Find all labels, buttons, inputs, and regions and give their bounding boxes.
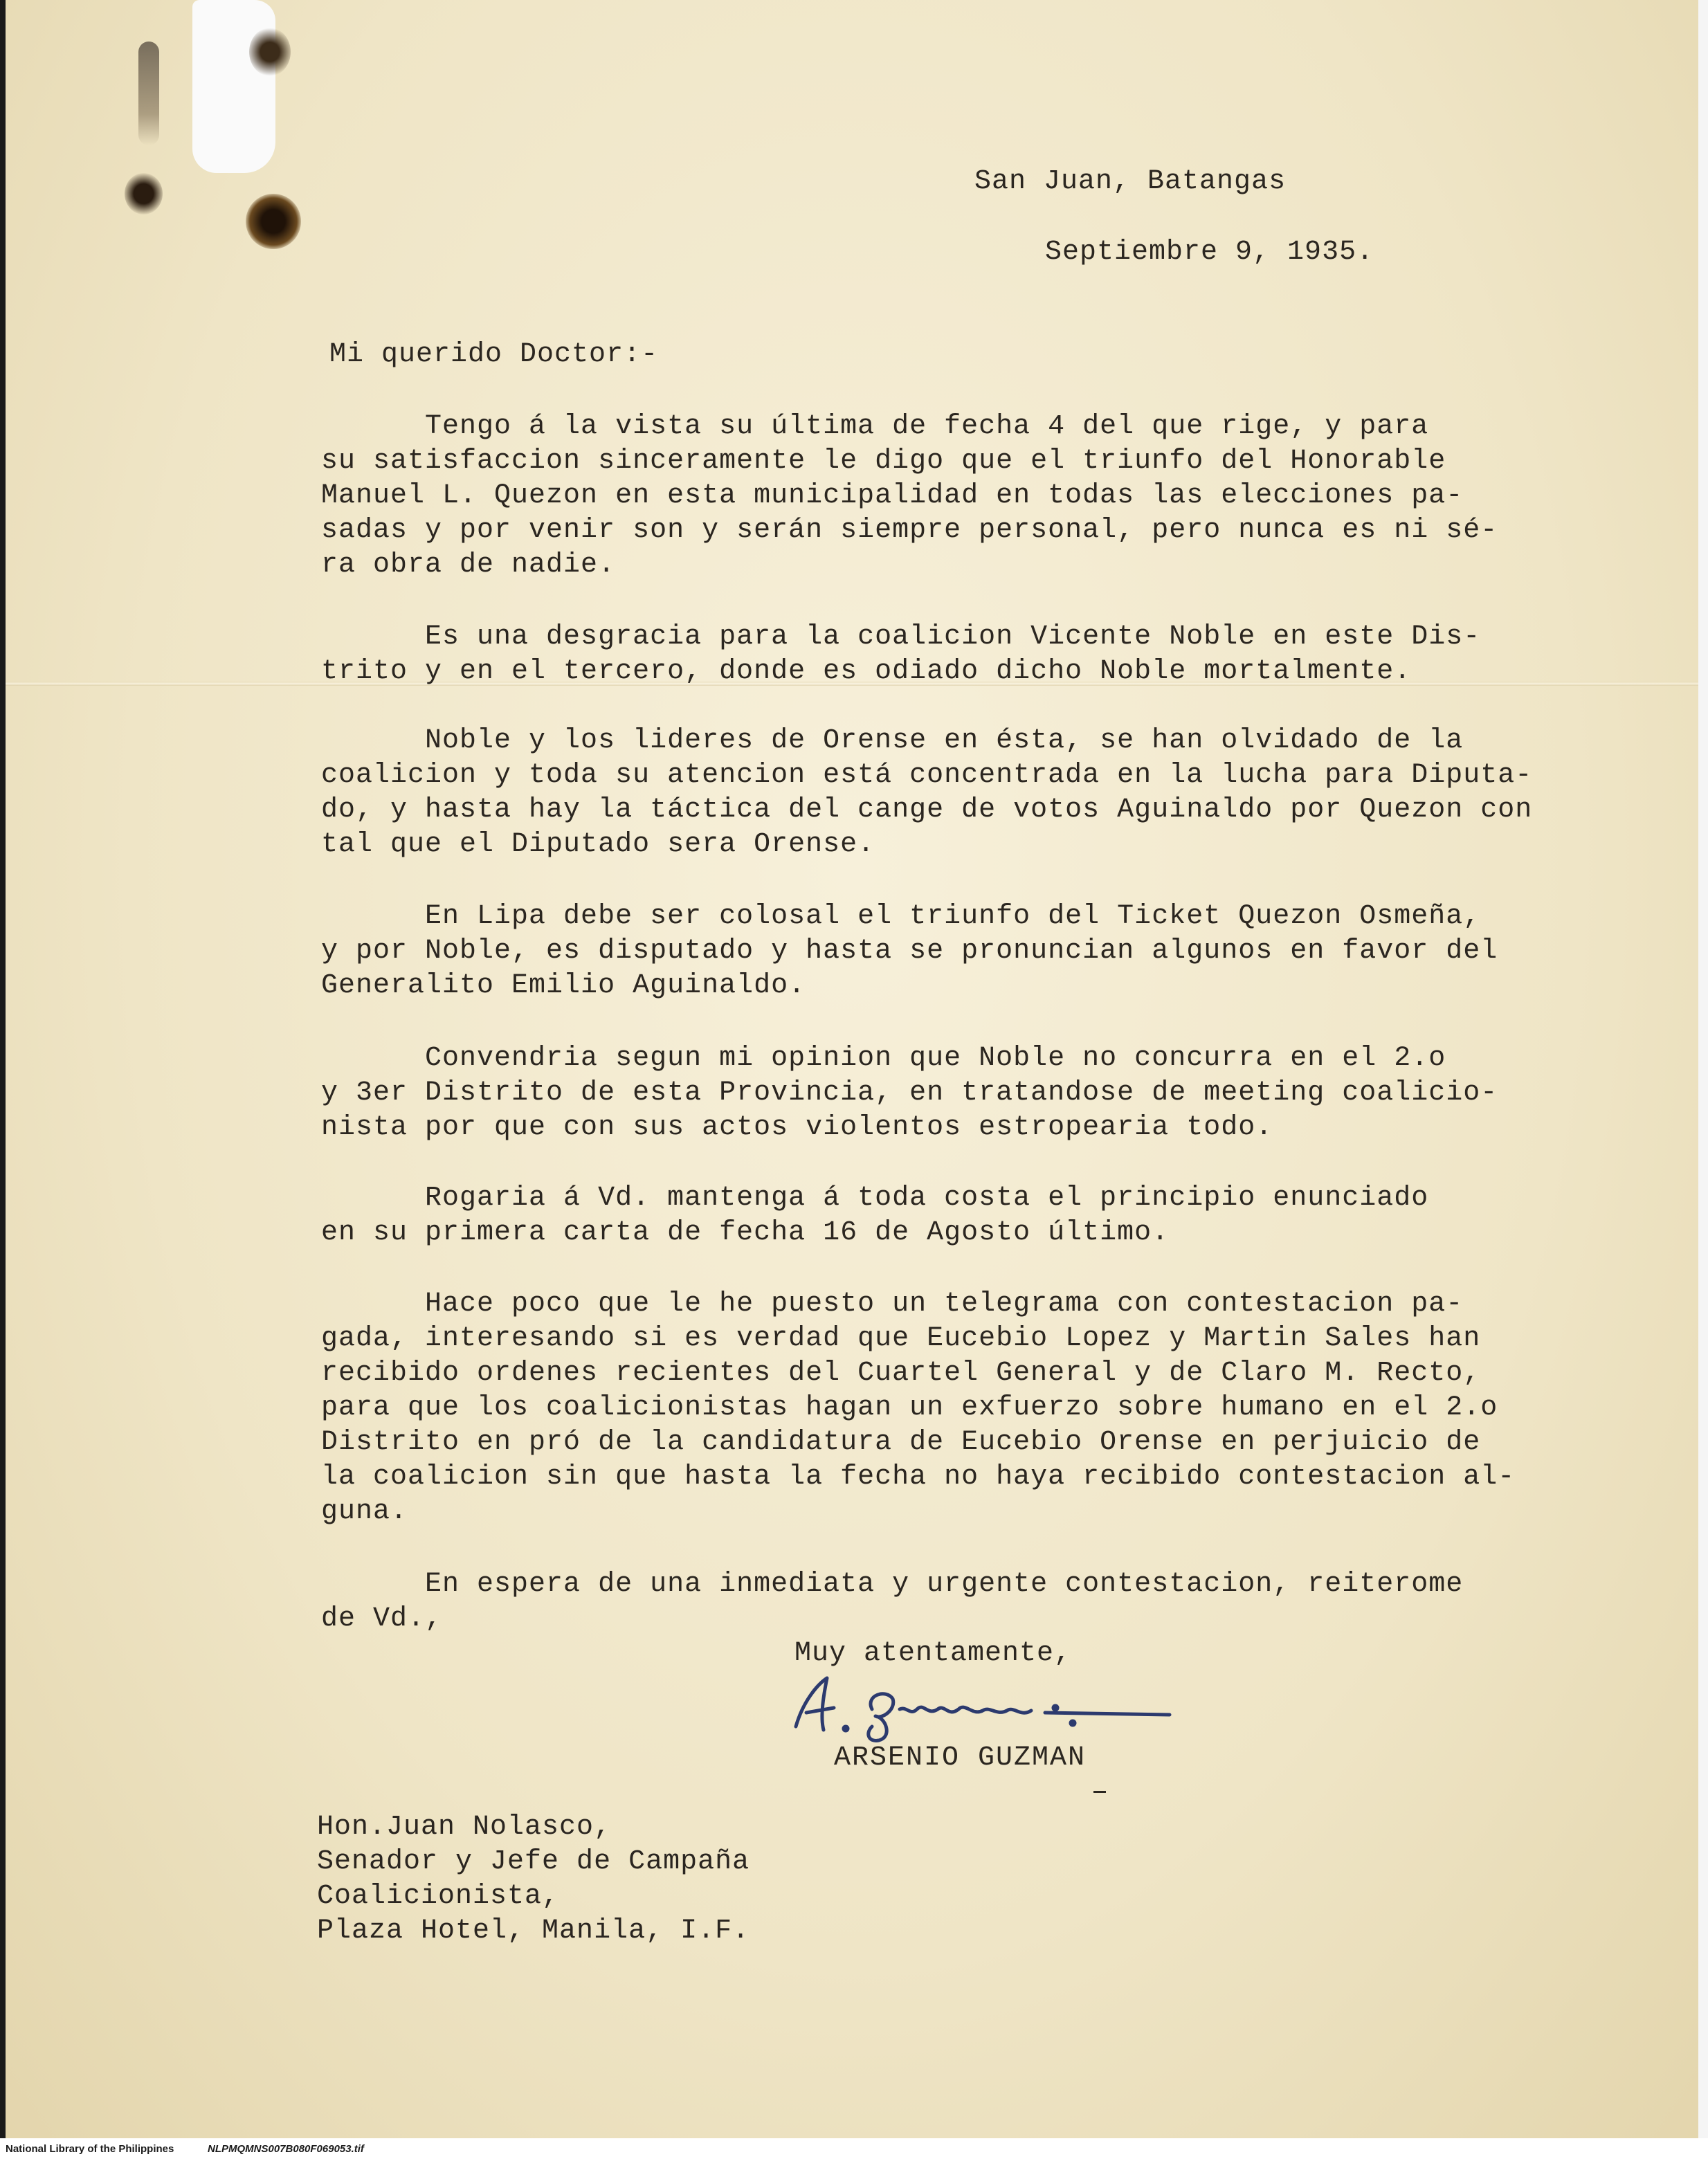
- ink-stain: [249, 28, 291, 76]
- text-line: en su primera carta de fecha 16 de Agosto último.: [321, 1217, 1170, 1248]
- address-line: Plaza Hotel, Manila, I.F.: [317, 1915, 750, 1947]
- text-line: para que los coalicionistas hagan un exfuerzo sobre humano en el 2.o: [321, 1392, 1498, 1423]
- letter-place: San Juan, Batangas: [974, 166, 1287, 197]
- letter-closing: Muy atentamente,: [794, 1638, 1072, 1669]
- paragraph: [321, 410, 1567, 583]
- file-identifier: NLPMQMNS007B080F069053.tif: [208, 2142, 364, 2155]
- text-line: de Vd.,: [321, 1603, 443, 1634]
- text-line: Tengo á la vista su última de fecha 4 del que rige, y para: [321, 411, 1429, 442]
- paragraph: [321, 724, 1567, 862]
- text-line: Generalito Emilio Aguinaldo.: [321, 970, 806, 1001]
- ink-stain: [138, 42, 159, 145]
- letter-date: Septiembre 9, 1935.: [1045, 237, 1374, 268]
- text-line: la coalicion sin que hasta la fecha no haya recibido contestacion al-: [321, 1461, 1516, 1493]
- ink-stain: [125, 173, 163, 215]
- letter-salutation: Mi querido Doctor:-: [329, 339, 659, 370]
- stray-mark: [1093, 1791, 1106, 1793]
- text-line: su satisfaccion sinceramente le digo que el triunfo del Honorable: [321, 446, 1446, 477]
- handwritten-signature: [782, 1668, 1197, 1744]
- text-line: gada, interesando si es verdad que Eucebio Lopez y Martin Sales han: [321, 1323, 1481, 1354]
- paragraph: [321, 1181, 1567, 1250]
- text-line: y por Noble, es disputado y hasta se pronuncian algunos en favor del: [321, 936, 1498, 967]
- text-line: do, y hasta hay la táctica del cange de votos Aguinaldo por Quezon con: [321, 794, 1533, 826]
- paragraph: [321, 620, 1567, 689]
- address-line: Coalicionista,: [317, 1881, 560, 1912]
- text-line: Convendria segun mi opinion que Noble no concurra en el 2.o: [321, 1043, 1446, 1074]
- text-line: Noble y los lideres de Orense en ésta, se han olvidado de la: [321, 725, 1464, 756]
- scan-edge-right: [1698, 0, 1708, 2159]
- text-line: ra obra de nadie.: [321, 549, 616, 581]
- text-line: trito y en el tercero, donde es odiado dicho Noble mortalmente.: [321, 656, 1412, 687]
- text-line: Rogaria á Vd. mantenga á toda costa el principio enunciado: [321, 1183, 1429, 1214]
- ink-stain: [246, 194, 301, 249]
- text-line: Hace poco que le he puesto un telegrama con contestacion pa-: [321, 1288, 1464, 1320]
- text-line: nista por que con sus actos violentos estropearia todo.: [321, 1112, 1273, 1143]
- text-line: En Lipa debe ser colosal el triunfo del Ticket Quezon Osmeña,: [321, 901, 1481, 932]
- recipient-address: [317, 1810, 749, 1949]
- text-line: En espera de una inmediata y urgente contestacion, reiterome: [321, 1569, 1464, 1600]
- paragraph: [321, 1567, 1567, 1637]
- address-line: Hon.Juan Nolasco,: [317, 1812, 612, 1843]
- text-line: Es una desgracia para la coalicion Vicente Noble en este Dis-: [321, 621, 1481, 653]
- paragraph: [321, 1287, 1567, 1529]
- address-line: Senador y Jefe de Campaña: [317, 1846, 750, 1877]
- library-credit: National Library of the Philippines: [6, 2142, 174, 2155]
- scan-edge-left: [0, 0, 6, 2159]
- text-line: sadas y por venir son y serán siempre personal, pero nunca es ni sé-: [321, 515, 1498, 546]
- text-line: y 3er Distrito de esta Provincia, en tratandose de meeting coalicio-: [321, 1077, 1498, 1109]
- text-line: coalicion y toda su atencion está concentrada en la lucha para Diputa-: [321, 760, 1533, 791]
- scan-footer: [0, 2138, 1708, 2159]
- text-line: recibido ordenes recientes del Cuartel General y de Claro M. Recto,: [321, 1358, 1481, 1389]
- paragraph: [321, 1041, 1567, 1145]
- text-line: Manuel L. Quezon en esta municipalidad en todas las elecciones pa-: [321, 480, 1464, 511]
- signer-name: ARSENIO GUZMAN: [834, 1742, 1087, 1774]
- paragraph: [321, 900, 1567, 1003]
- text-line: tal que el Diputado sera Orense.: [321, 829, 875, 860]
- text-line: guna.: [321, 1496, 408, 1527]
- text-line: Distrito en pró de la candidatura de Eucebio Orense en perjuicio de: [321, 1427, 1481, 1458]
- torn-corner: [192, 0, 275, 173]
